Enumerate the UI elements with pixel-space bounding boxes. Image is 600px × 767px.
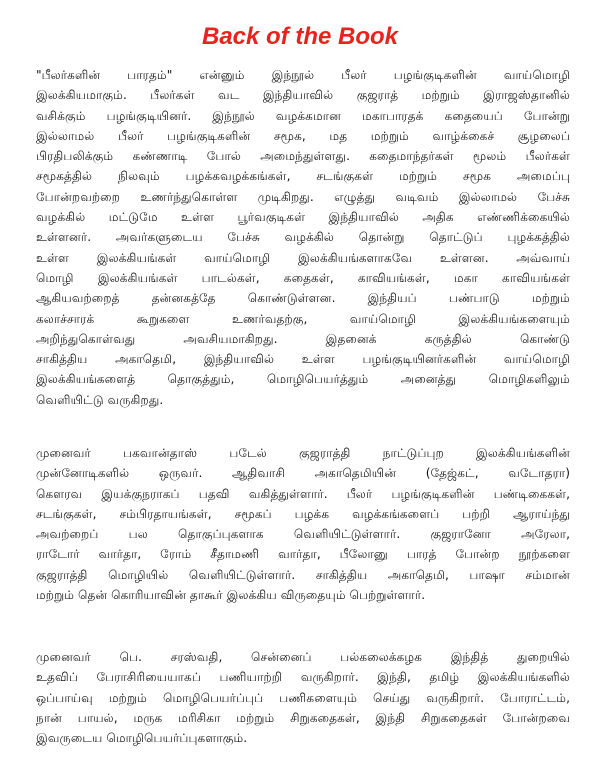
text-line: குஜராத்தி மொழியில் வெளியிட்டுள்ளார். சாகித்திய அகாதெமி, பாஷா சம்மான் bbox=[36, 567, 570, 582]
text-line: கலாச்சாரக் கூறுகளை உணர்வதற்கு, வாய்மொழி இலக்கியங்களையும் bbox=[36, 311, 570, 326]
text-line: போன்றவற்றை உணர்ந்துகொள்ள முடிகிறது. எழுத்து வடிவம் இல்லாமல் பேச்சு bbox=[36, 189, 570, 204]
text-line: இவருடைய மொழிபெயர்ப்புகளாகும். bbox=[36, 731, 248, 746]
text-line: உள்ள இலக்கியங்கள் வாய்மொழி இலக்கியங்களாகவே உள்ளன. அவ்வாய் bbox=[36, 250, 570, 265]
text-line: ஆகியவற்றைத் தன்னகத்தே கொண்டுள்ளன. இந்தியப் பண்பாடு மற்றும் bbox=[36, 291, 570, 306]
text-line: இல்லாமல் பீலர் பழங்குடிகளின் சமூக, மத மற்றும் வாழ்க்கைச் சூழலைப் bbox=[36, 128, 570, 143]
text-line: இலக்கியங்களைத் தொகுத்தும், மொழிபெயர்த்தும் அனைத்து மொழிகளிலும் bbox=[36, 372, 570, 387]
text-line: அவற்றைப் பல தொகுப்புகளாக வெளியிட்டுள்ளார். குஜரானோ அரேலா, bbox=[36, 527, 570, 542]
text-line: மொழி இலக்கியங்கள் பாடல்கள், கதைகள், காவியங்கள், மகா காவியங்கள் bbox=[36, 270, 570, 285]
text-line: மற்றும் தென் கொரியாவின் தாகூர் இலக்கிய விருதையும் பெற்றுள்ளார். bbox=[36, 588, 426, 603]
text-line: உதவிப் பேராசிரியையாகப் பணியாற்றி வருகிறார். இந்தி, தமிழ் இலக்கியங்களில் bbox=[36, 670, 570, 685]
text-line: சடங்குகள், சம்பிரதாயங்கள், சமூகப் பழக்க வழக்கங்களைப் பற்றி ஆராய்ந்து bbox=[36, 506, 570, 521]
text-line: கௌரவ இயக்குநராகப் பதவி வகித்துள்ளார். பீலர் பழங்குடிகளின் பண்டிகைகள், bbox=[36, 486, 570, 501]
text-line: ராடோர் வார்தா, ரோம் சீதாமணி வார்தா, பீலோனு பாரத் போன்ற நூற்களை bbox=[36, 547, 570, 562]
text-line: முன்னோடிகளில் ஒருவர். ஆதிவாசி அகாதெமியின் (தேஜ்கட், வடோதரா) bbox=[36, 466, 570, 481]
text-line: ஒப்பாய்வு மற்றும் மொழிபெயர்ப்புப் பணிகளையும் செய்து வருகிறார். போராட்டம், bbox=[36, 690, 570, 705]
paragraph-translator-bio bbox=[36, 647, 570, 748]
text-line: முனைவர் பகவான்தாஸ் படேல் குஜராத்தி நாட்டுப்புற இலக்கியங்களின் bbox=[36, 446, 570, 460]
text-line: "பீலர்களின் பாரதம்" என்னும் இந்நூல் பீலர் பழங்குடிகளின் வாய்மொழி bbox=[36, 68, 570, 82]
text-line: பிரதிபலிக்கும் கண்ணாடி போல் அமைந்துள்ளது. கதைமாந்தர்கள் மூலம் பீலர்கள் bbox=[36, 149, 570, 164]
text-line: வழக்கில் மட்டுமே உள்ள பூர்வகுடிகள் இந்தியாவில் அதிக எண்ணிக்கையில் bbox=[36, 210, 570, 225]
text-line: உள்ளனர். அவர்களுடைய பேச்சு வழக்கில் தொன்று தொட்டுப் புழக்கத்தில் bbox=[36, 230, 570, 245]
paragraph-book-description bbox=[36, 65, 570, 410]
text-line: சமூகத்தில் நிலவும் பழக்கவழக்கங்கள், சடங்குகள் மற்றும் சமூக அமைப்பு bbox=[36, 169, 570, 184]
text-line: வசிக்கும் பழங்குடியினர். இந்நூல் வழக்கமான மகாபாரதக் கதையைப் போன்று bbox=[36, 108, 570, 123]
text-line: சாகித்திய அகாதெமி, இந்தியாவில் உள்ள பழங்குடியினர்களின் வாய்மொழி bbox=[36, 352, 570, 367]
text-line: முனைவர் பெ. சரஸ்வதி, சென்னைப் பல்கலைக்கழக இந்தித் துறையில் bbox=[36, 650, 570, 664]
text-line: இலக்கியமாகும். பீலர்கள் வட இந்தியாவில் குஜராத் மற்றும் இராஜஸ்தானில் bbox=[36, 88, 570, 103]
paragraph-author-bio bbox=[36, 443, 570, 605]
text-line: நான் பாயல், மருக மரிசிகா மற்றும் சிறுகதைகள், இந்தி சிறுகதைகள் போன்றவை bbox=[36, 710, 570, 725]
text-line: வெளியிட்டு வருகிறது. bbox=[36, 392, 164, 407]
text-line: அறிந்துகொள்வது அவசியமாகிறது. இதனைக் கருத்தில் கொண்டு bbox=[36, 331, 570, 346]
page-title: Back of the Book bbox=[201, 23, 399, 50]
